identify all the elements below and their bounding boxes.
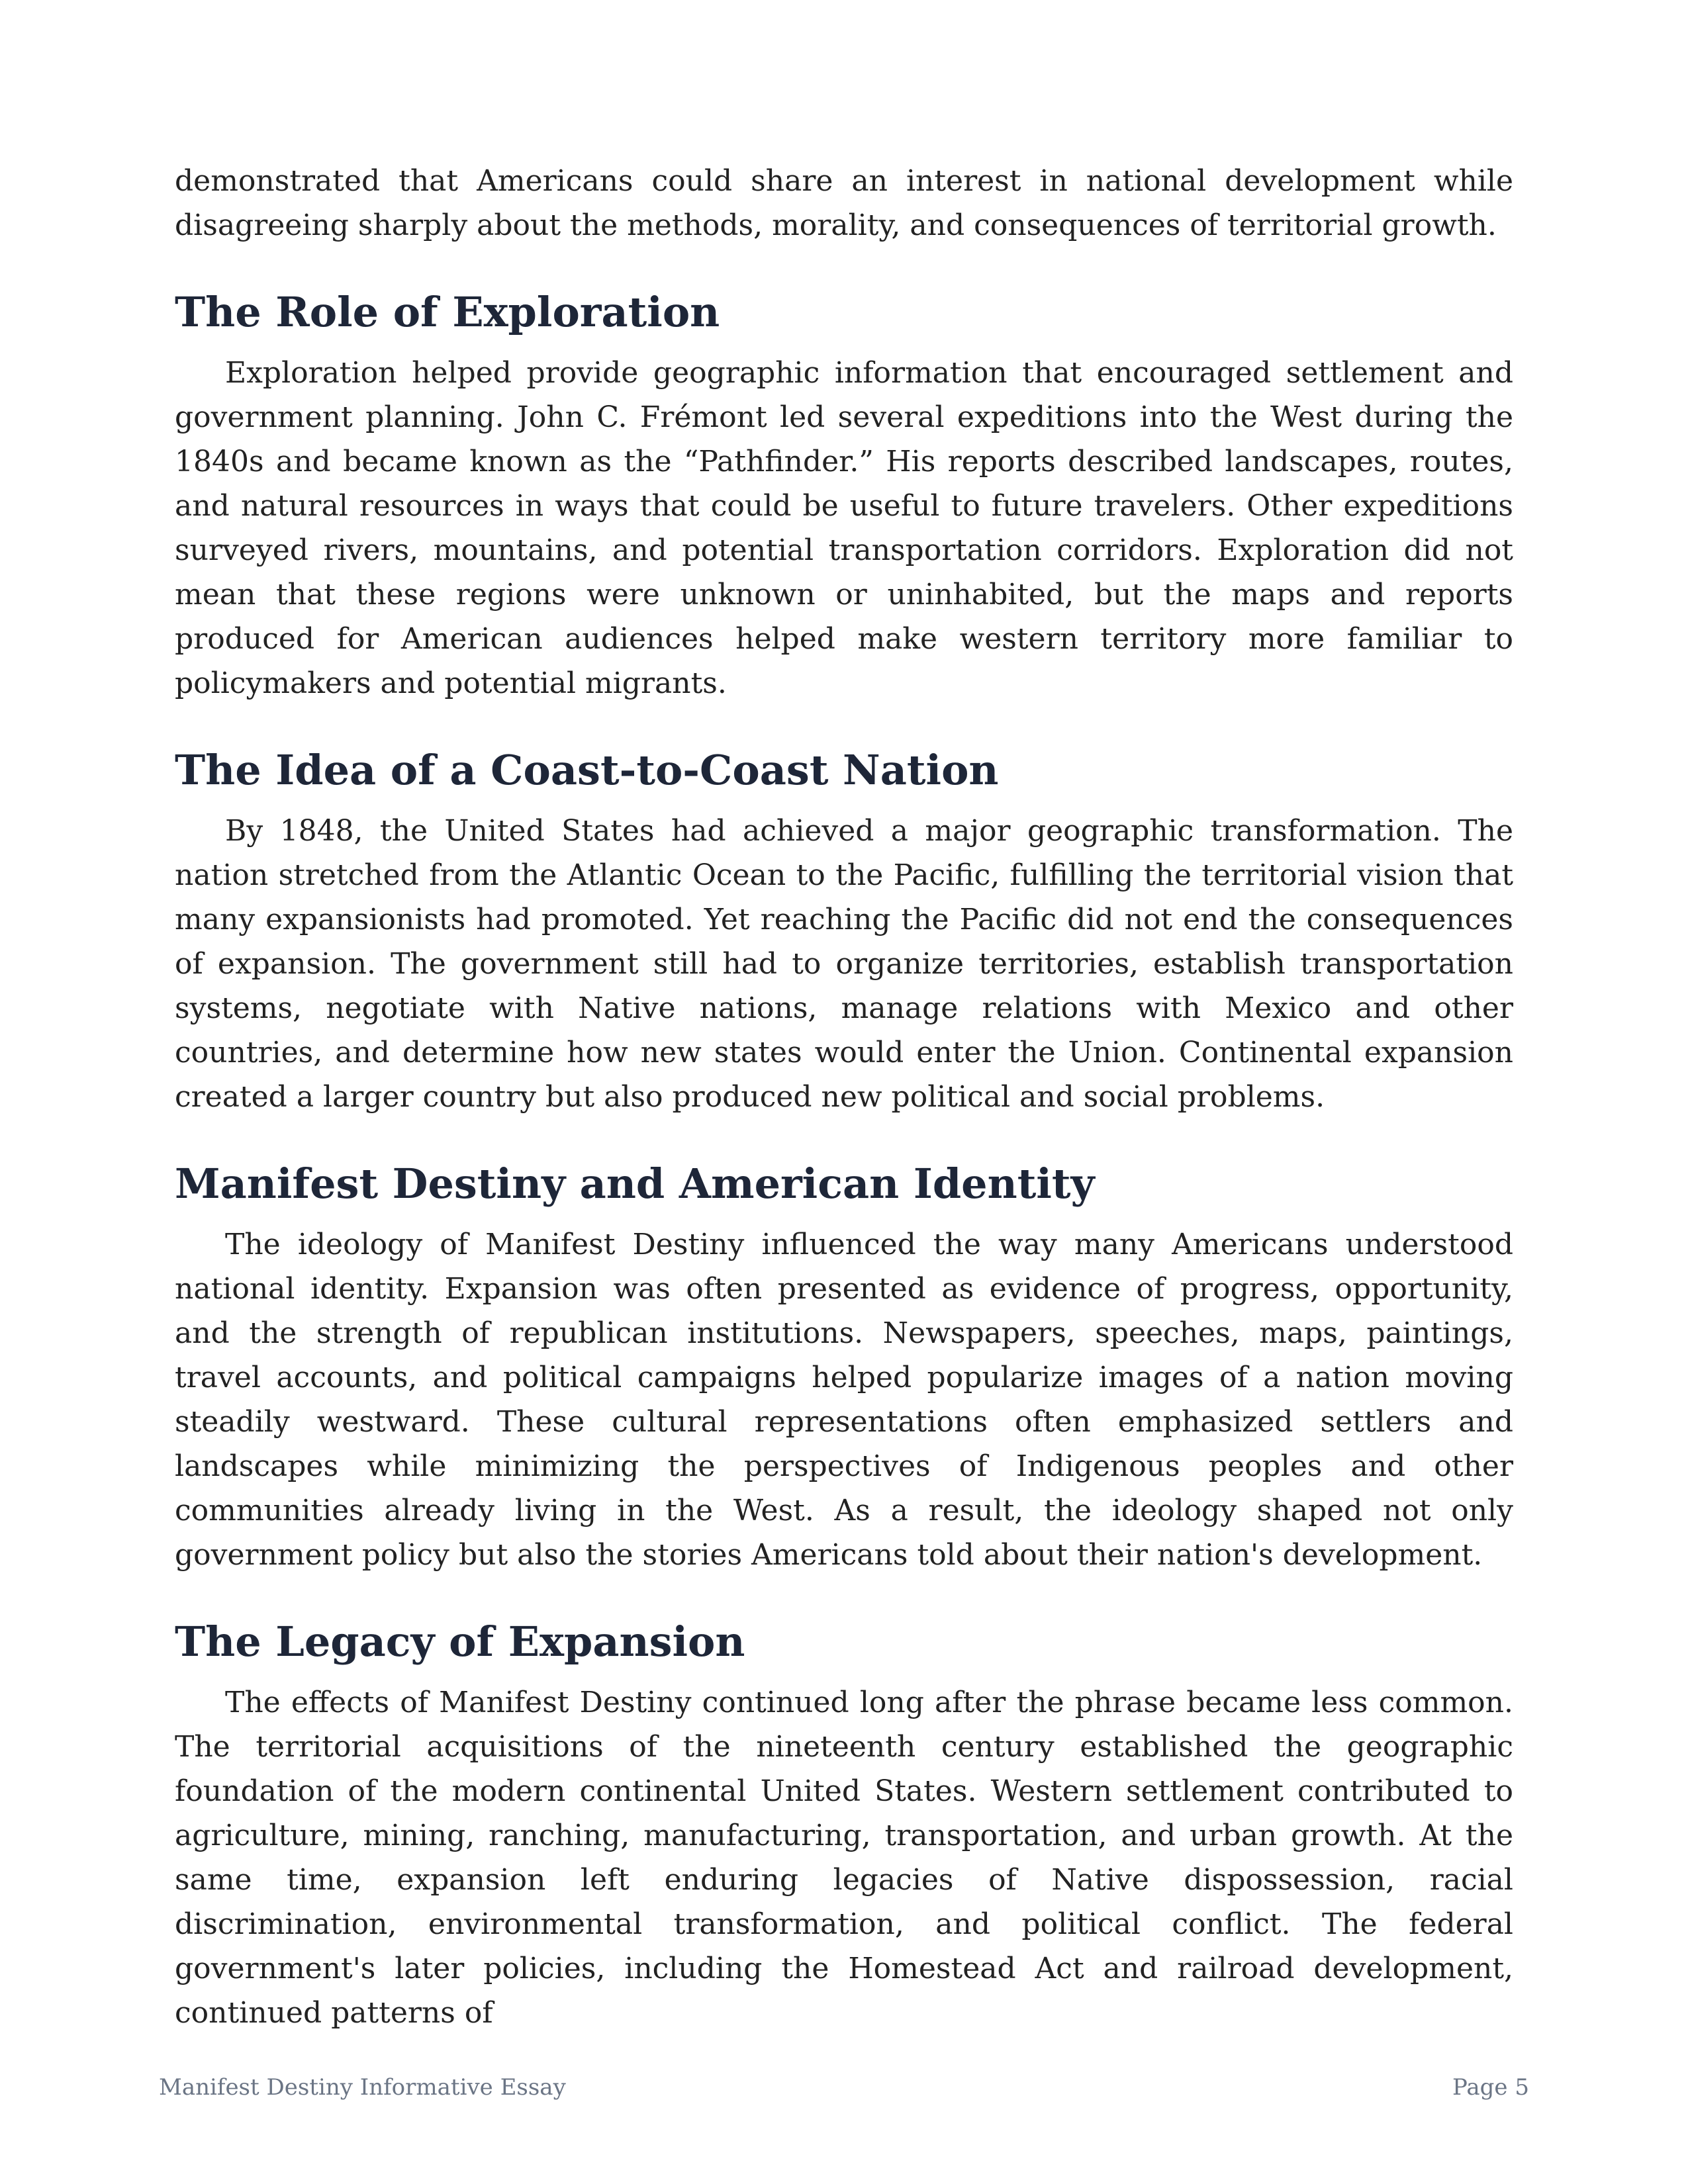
section-heading-role-of-exploration: The Role of Exploration bbox=[175, 288, 720, 336]
section-body-legacy-of-expansion: The effects of Manifest Destiny continued long after the phrase became less common. The territorial acquisitions of the nineteenth century established the geographic foundation of the modern continental United States. Western settlement contributed to agriculture, mining, ranching, manufacturing, transportation, and urban growth. At the same time, expansion left enduring legacies of Native dispossession, racial discrimination, environmental transformation, and political conflict. The federal government's later policies, including the Homestead Act and railroad development, continued patterns of bbox=[175, 1686, 1513, 2030]
page-footer bbox=[159, 2073, 1529, 2102]
section-heading-coast-to-coast-nation: The Idea of a Coast-to-Coast Nation bbox=[175, 746, 999, 794]
footer-document-title: Manifest Destiny Informative Essay bbox=[159, 2074, 566, 2101]
continued-paragraph: demonstrated that Americans could share an interest in national development while disagreeing sharply about the methods, morality, and consequences of territorial growth. bbox=[175, 164, 1513, 242]
page-content bbox=[175, 159, 1513, 2035]
footer-page-number: Page 5 bbox=[1452, 2074, 1529, 2101]
section-body-coast-to-coast-nation: By 1848, the United States had achieved a major geographic transformation. The nation stretched from the Atlantic Ocean to the Pacific, fulfilling the territorial vision that many expansionists had promoted. Yet reaching the Pacific did not end the consequences of expansion. The government still had to organize territories, establish transportation systems, negotiate with Native nations, manage relations with Mexico and other countries, and determine how new states would enter the Union. Continental expansion created a larger country but also produced new political and social problems. bbox=[175, 814, 1513, 1114]
section-heading-american-identity: Manifest Destiny and American Identity bbox=[175, 1160, 1095, 1208]
section-heading-legacy-of-expansion: The Legacy of Expansion bbox=[175, 1617, 745, 1666]
section-body-american-identity: The ideology of Manifest Destiny influenced the way many Americans understood national identity. Expansion was often presented as evidence of progress, opportunity, and the strength of republican institutions. Newspapers, speeches, maps, paintings, travel accounts, and political campaigns helped popularize images of a nation moving steadily westward. These cultural representations often emphasized settlers and landscapes while minimizing the perspectives of Indigenous peoples and other communities already living in the West. As a result, the ideology shaped not only government policy but also the stories Americans told about their nation's development. bbox=[175, 1228, 1513, 1572]
section-body-role-of-exploration: Exploration helped provide geographic information that encouraged settlement and government planning. John C. Frémont led several expeditions into the West during the 1840s and became known as the “Pathfinder.” His reports described landscapes, routes, and natural resources in ways that could be useful to future travelers. Other expeditions surveyed rivers, mountains, and potential transportation corridors. Exploration did not mean that these regions were unknown or uninhabited, but the maps and reports produced for American audiences helped make western territory more familiar to policymakers and potential migrants. bbox=[175, 356, 1513, 700]
